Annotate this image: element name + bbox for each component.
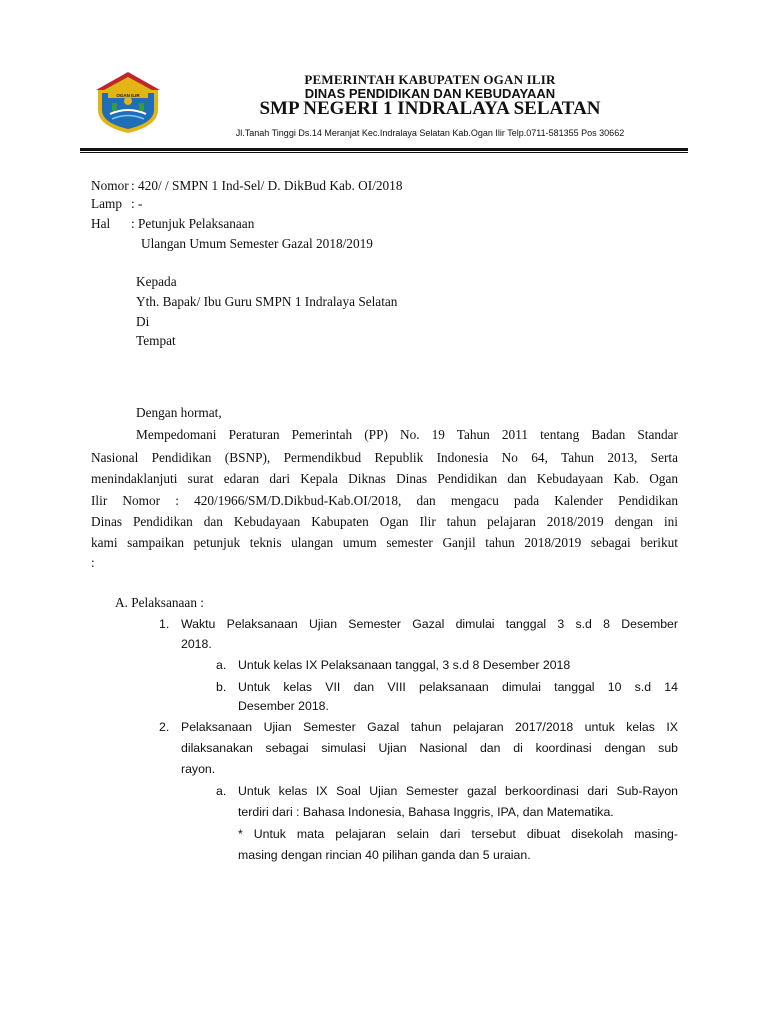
paragraph-line: Mempedomani Peraturan Pemerintah (PP) No. 19 Tahun 2011 tentang Badan Standar: [136, 427, 678, 442]
item-line: dilaksanakan sebagai simulasi Ujian Nasional dan di koordinasi dengan sub: [181, 741, 678, 755]
item2-line1: [181, 718, 678, 736]
recipient-di: Di: [136, 314, 150, 329]
item2-sub-a-line2: terdiri dari : Bahasa Indonesia, Bahasa Inggris, IPA, dan Matematika.: [238, 805, 614, 819]
hal-value-line1: : Petunjuk Pelaksanaan: [131, 216, 255, 231]
opening-paragraph-line1: [136, 426, 678, 444]
salutation: Dengan hormat,: [136, 405, 222, 420]
letterhead-government: PEMERINTAH KABUPATEN OGAN ILIR: [304, 72, 556, 87]
letterhead-address: Jl.Tanah Tinggi Ds.14 Meranjat Kec.Indralaya Selatan Kab.Ogan Ilir Telp.0711-581355 Pos 30662: [235, 128, 625, 138]
item-line: Untuk kelas IX Soal Ujian Semester gazal berkoordinasi dari Sub-Rayon: [238, 784, 678, 798]
paragraph-line: Nasional Pendidikan (BSNP), Permendikbud Republik Indonesia No 64, Tahun 2013, Serta: [91, 450, 678, 465]
item1-line1: [181, 615, 678, 633]
letterhead-rule-thin: [80, 152, 688, 153]
hal-value-line2: Ulangan Umum Semester Gazal 2018/2019: [141, 236, 373, 251]
recipient-kepada: Kepada: [136, 274, 177, 289]
opening-paragraph-line6: [91, 534, 678, 552]
item-line: * Untuk mata pelajaran selain dari tersebut dibuat disekolah masing-: [238, 827, 678, 841]
opening-paragraph-line3: [91, 470, 678, 488]
letterhead-department: DINAS PENDIDIKAN DAN KEBUDAYAAN: [304, 86, 556, 101]
item2-number: 2.: [159, 720, 170, 734]
item2-sub-a-line1: [238, 782, 678, 800]
item1-sub-b-line1: [238, 678, 678, 696]
item-line: Waktu Pelaksanaan Ujian Semester Gazal dimulai tanggal 3 s.d 8 Desember: [181, 617, 678, 631]
letterhead-rule-thick: [80, 148, 688, 151]
ogan-ilir-emblem-logo: [90, 70, 166, 134]
nomor-label: Nomor: [91, 178, 129, 193]
item2-note-line2: masing dengan rincian 40 pilihan ganda dan 5 uraian.: [238, 848, 531, 862]
lamp-label: Lamp: [91, 196, 123, 211]
paragraph-line: menindaklanjuti surat edaran dari Kepala Diknas Dinas Pendidikan dan Kebudayaan Kab. Ogan: [91, 471, 678, 486]
item2-note-line1: [238, 825, 678, 843]
item1-sub-a-letter: a.: [216, 658, 227, 672]
section-a-heading: A. Pelaksanaan :: [115, 595, 204, 610]
item2-sub-a-letter: a.: [216, 784, 227, 798]
recipient-tempat: Tempat: [136, 333, 176, 348]
opening-paragraph-line2: [91, 449, 678, 467]
opening-trailing-colon: :: [91, 555, 95, 570]
item-line: Untuk kelas VII dan VIII pelaksanaan dimulai tanggal 10 s.d 14: [238, 680, 678, 694]
paragraph-line: Ilir Nomor : 420/1966/SM/D.Dikbud-Kab.OI/2018, dan mengacu pada Kalender Pendidikan: [91, 493, 678, 508]
nomor-value: : 420/ / SMPN 1 Ind-Sel/ D. DikBud Kab. OI/2018: [131, 178, 403, 193]
recipient-name: Yth. Bapak/ Ibu Guru SMPN 1 Indralaya Selatan: [136, 294, 398, 309]
paragraph-line: kami sampaikan petunjuk teknis ulangan umum semester Ganjil tahun 2018/2019 sebagai berikut: [91, 535, 678, 550]
hal-label: Hal: [91, 216, 111, 231]
logo-ribbon-text: OGAN ILIR: [116, 93, 140, 98]
item1-number: 1.: [159, 617, 170, 631]
paragraph-line: Dinas Pendidikan dan Kebudayaan Kabupaten Ogan Ilir tahun pelajaran 2018/2019 dengan ini: [91, 514, 678, 529]
opening-paragraph-line4: [91, 492, 678, 510]
item1-sub-a: Untuk kelas IX Pelaksanaan tanggal, 3 s.d 8 Desember 2018: [238, 658, 571, 672]
letterhead-school-name: SMP NEGERI 1 INDRALAYA SELATAN: [259, 98, 601, 119]
item1-sub-b-line2: Desember 2018.: [238, 699, 329, 713]
lamp-value: : -: [131, 196, 143, 211]
item2-line3: rayon.: [181, 762, 216, 776]
item-line: Pelaksanaan Ujian Semester Gazal tahun pelajaran 2017/2018 untuk kelas IX: [181, 720, 678, 734]
item1-line2: 2018.: [181, 637, 212, 651]
item1-sub-b-letter: b.: [216, 680, 227, 694]
item2-line2: [181, 739, 678, 757]
opening-paragraph-line5: [91, 513, 678, 531]
